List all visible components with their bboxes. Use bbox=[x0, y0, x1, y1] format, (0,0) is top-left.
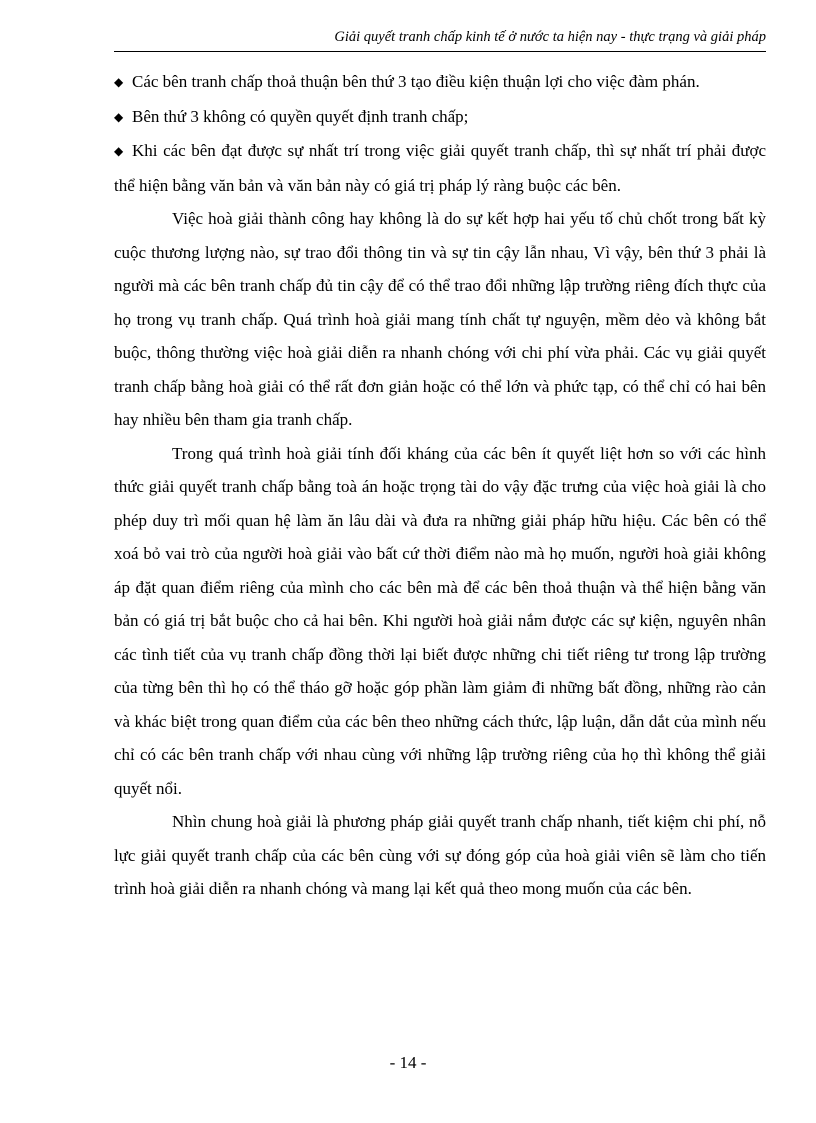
header-divider bbox=[114, 51, 766, 52]
bullet-item bbox=[114, 100, 766, 135]
bullet-item bbox=[114, 65, 766, 100]
bullet-text: Khi các bên đạt được sự nhất trí trong việc giải quyết tranh chấp, thì sự nhất trí phải được thể hiện bằng văn bản và văn bản này có giá trị pháp lý ràng buộc các bên. bbox=[114, 141, 766, 195]
page-number: - 14 - bbox=[389, 1053, 427, 1072]
paragraph: Nhìn chung hoà giải là phương pháp giải quyết tranh chấp nhanh, tiết kiệm chi phí, nỗ lực giải quyết tranh chấp của các bên cùng với sự đóng góp của hoà giải viên sẽ làm cho tiến trình hoà giải diễn ra nhanh chóng và mang lại kết quả theo mong muốn của các bên. bbox=[114, 812, 766, 898]
diamond-bullet-icon: ◆ bbox=[114, 75, 124, 89]
paragraph: Trong quá trình hoà giải tính đối kháng của các bên ít quyết liệt hơn so với các hình thức giải quyết tranh chấp bằng toà án hoặc trọng tài do vậy đặc trưng của việc hoà giải là cho phép duy trì mối quan hệ làm ăn lâu dài và đưa ra những giải pháp hữu hiệu. Các bên có thể xoá bỏ vai trò của người hoà giải vào bất cứ thời điểm nào mà họ muốn, người hoà giải không áp đặt quan điểm riêng của mình cho các bên mà để các bên thoả thuận và thể hiện bằng văn bản có giá trị bắt buộc cho cả hai bên. Khi người hoà giải nắm được các sự kiện, nguyên nhân các tình tiết của vụ tranh chấp đồng thời lại biết được những chi tiết riêng tư trong lập trường của từng bên thì họ có thể tháo gỡ hoặc góp phần làm giảm đi những bất đồng, những rào cản và khác biệt trong quan điểm của các bên theo những cách thức, lập luận, dẫn dắt của mình nếu chỉ có các bên tranh chấp với nhau cùng với những lập trường riêng của họ thì không thể giải quyết nổi. bbox=[114, 443, 766, 798]
diamond-bullet-icon: ◆ bbox=[114, 109, 124, 124]
running-header: Giải quyết tranh chấp kinh tế ở nước ta hiện nay - thực trạng và giải pháp bbox=[334, 29, 766, 45]
bullet-text: Các bên tranh chấp thoả thuận bên thứ 3 tạo điều kiện thuận lợi cho việc đàm phán. bbox=[132, 72, 700, 91]
diamond-bullet-icon: ◆ bbox=[114, 144, 124, 158]
bullet-text: Bên thứ 3 không có quyền quyết định tranh chấp; bbox=[132, 106, 469, 126]
body-text bbox=[114, 65, 766, 906]
bullet-item bbox=[114, 134, 766, 202]
paragraph: Việc hoà giải thành công hay không là do sự kết hợp hai yếu tố chủ chốt trong bất kỳ cuộc thương lượng nào, sự trao đổi thông tin và sự tin cậy lẫn nhau, Vì vậy, bên thứ 3 phải là người mà các bên tranh chấp đủ tin cậy để có thể trao đổi những lập trường riêng đích thực của họ trong vụ tranh chấp. Quá trình hoà giải mang tính chất tự nguyện, mềm dẻo và không bắt buộc, thông thường việc hoà giải diễn ra nhanh chóng với chi phí vừa phải. Các vụ giải quyết tranh chấp bằng hoà giải có thể rất đơn giản hoặc có thể lớn và phức tạp, có thể chỉ có hai bên hay nhiều bên tham gia tranh chấp. bbox=[114, 209, 766, 429]
